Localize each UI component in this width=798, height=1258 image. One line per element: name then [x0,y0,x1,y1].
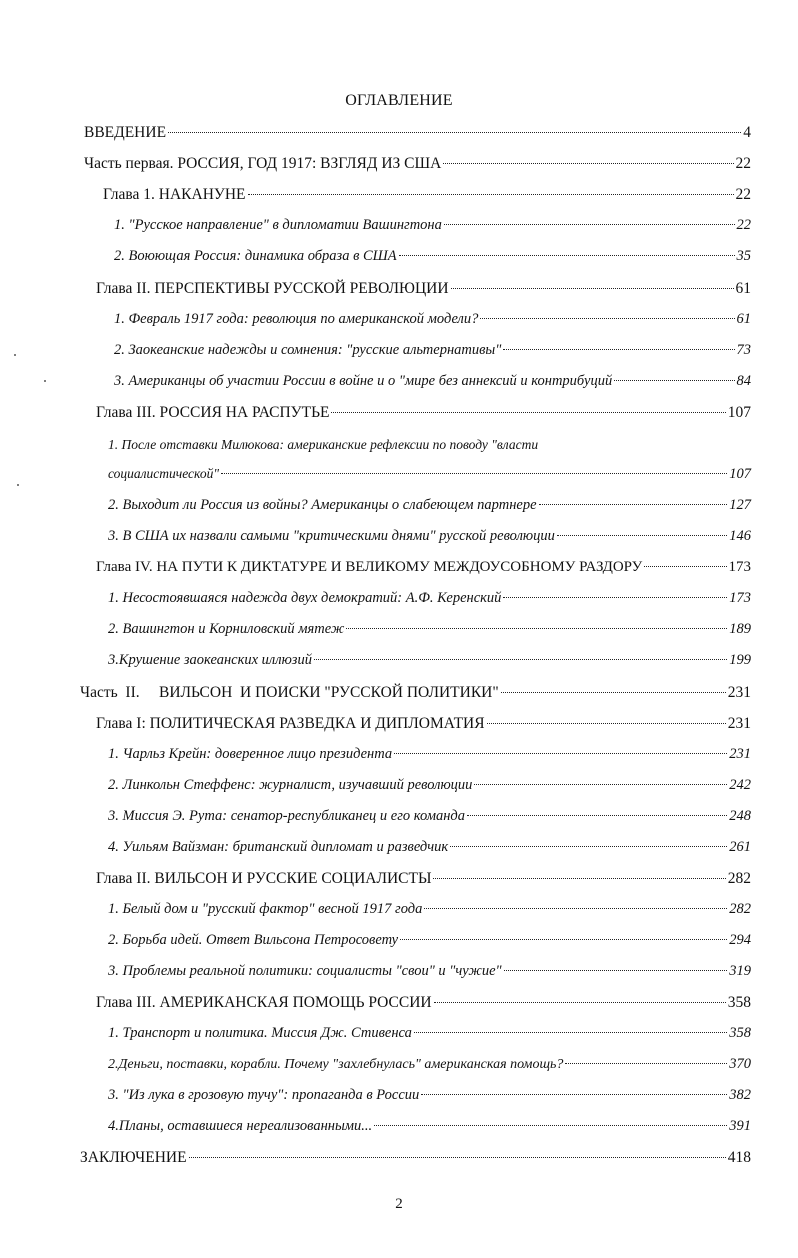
entry-page: 73 [736,342,751,358]
margin-speck [44,380,46,382]
entry-page: 107 [727,404,751,421]
leader-dots [221,473,727,474]
leader-dots [487,723,726,724]
entry-page: 242 [729,777,751,793]
entry-page: 358 [727,994,751,1011]
entry-page: 189 [729,621,751,637]
leader-dots [644,566,726,567]
margin-speck [17,484,19,486]
toc-entry-introduction[interactable] [84,124,751,150]
toc-entry-section[interactable] [114,217,751,243]
entry-title: 1. Чарльз Крейн: доверенное лицо президента [108,746,393,762]
leader-dots [450,846,727,847]
toc-entry-section[interactable] [108,652,751,678]
entry-title: 2. Заокеанские надежды и сомнения: "русские альтернативы" [114,342,502,358]
entry-title: 2. Линкольн Стеффенс: журналист, изучавший революции [108,777,473,793]
entry-title: 3. Американцы об участии России в войне и о "мире без аннексий и контрибуций [114,373,613,389]
entry-page: 382 [729,1087,751,1103]
leader-dots [503,597,727,598]
toc-entry-section[interactable] [114,373,751,399]
entry-title: 1. Транспорт и политика. Миссия Дж. Стивенса [108,1025,412,1041]
leader-dots [443,163,733,164]
entry-page: 107 [729,466,751,482]
leader-dots [394,753,727,754]
entry-page: 358 [729,1025,751,1041]
toc-heading: ОГЛАВЛЕНИЕ [345,92,453,109]
leader-dots [314,659,727,660]
entry-title: 4.Планы, оставшиеся нереализованными... [108,1118,373,1134]
entry-title: 4. Уильям Вайзман: британский дипломат и разведчик [108,839,449,855]
entry-page: 418 [727,1149,751,1166]
toc-entry-section[interactable] [108,1056,751,1082]
toc-entry-section[interactable] [108,1025,751,1051]
entry-page: 319 [729,963,751,979]
toc-entry-chapter[interactable] [96,870,751,896]
entry-page: 248 [729,808,751,824]
entry-title: Глава II. ПЕРСПЕКТИВЫ РУССКОЙ РЕВОЛЮЦИИ [96,280,449,297]
toc-entry-section-line1: 1. После отставки Милюкова: американские рефлексии по поводу "власти [108,437,539,452]
toc-entry-chapter[interactable] [96,404,751,430]
leader-dots [480,318,734,319]
leader-dots [433,878,725,879]
leader-dots [501,692,726,693]
entry-title: 2. Воюющая Россия: динамика образа в США [114,248,397,264]
page-number: 2 [395,1196,403,1212]
toc-entry-chapter[interactable] [96,559,751,585]
toc-entry-chapter[interactable] [96,280,751,306]
entry-page: 4 [743,124,751,141]
toc-entry-section[interactable] [108,932,751,958]
entry-page: 61 [735,280,751,297]
entry-page: 370 [729,1056,751,1072]
entry-page: 146 [729,528,751,544]
leader-dots [331,412,725,413]
leader-dots [539,504,728,505]
toc-entry-section[interactable] [108,746,751,772]
toc-entry-section[interactable] [108,590,751,616]
leader-dots [467,815,727,816]
leader-dots [474,784,727,785]
leader-dots [434,1002,726,1003]
entry-title: 1. "Русское направление" в дипломатии Вашингтона [114,217,442,233]
entry-page: 282 [727,870,751,887]
leader-dots [189,1157,726,1158]
entry-title: Глава IV. НА ПУТИ К ДИКТАТУРЕ И ВЕЛИКОМУ МЕЖДОУСОБНОМУ РАЗДОРУ [96,559,643,575]
leader-dots [400,939,727,940]
entry-title: 3. "Из лука в грозовую тучу": пропаганда в России [108,1087,420,1103]
toc-entry-section[interactable] [108,497,751,523]
leader-dots [399,255,735,256]
leader-dots [168,132,741,133]
entry-page: 22 [735,186,751,203]
leader-dots [421,1094,727,1095]
entry-title: Часть II. ВИЛЬСОН И ПОИСКИ "РУССКОЙ ПОЛИТИКИ" [80,684,499,701]
leader-dots [557,535,727,536]
toc-entry-section[interactable] [114,248,751,274]
entry-title: Глава II. ВИЛЬСОН И РУССКИЕ СОЦИАЛИСТЫ [96,870,432,887]
entry-title: Глава III. РОССИЯ НА РАСПУТЬЕ [96,404,330,421]
entry-page: 261 [729,839,751,855]
toc-entry-section[interactable] [108,839,751,865]
toc-entry-section[interactable] [114,311,751,337]
toc-entry-section[interactable] [108,808,751,834]
entry-title: 3. Миссия Э. Рута: сенатор-республиканец и его команда [108,808,465,824]
toc-entry-section[interactable] [108,963,751,989]
entry-page: 294 [729,932,751,948]
leader-dots [451,288,734,289]
entry-page: 231 [729,746,751,762]
toc-entry-conclusion[interactable] [80,1149,751,1175]
toc-entry-chapter[interactable] [96,994,751,1020]
leader-dots [503,349,734,350]
toc-entry-section[interactable] [114,342,751,368]
toc-entry-section[interactable] [108,528,751,554]
entry-page: 22 [735,155,751,172]
entry-title: 3. Проблемы реальной политики: социалисты "свои" и "чужие" [108,963,502,979]
entry-page: 127 [729,497,751,513]
entry-title: Часть первая. РОССИЯ, ГОД 1917: ВЗГЛЯД ИЗ США [84,155,442,172]
entry-title: 2. Выходит ли Россия из войны? Американцы о слабеющем партнере [108,497,537,513]
entry-page: 173 [729,590,751,606]
entry-page: 199 [729,652,751,668]
leader-dots [346,628,727,629]
toc-entry-part-one[interactable] [84,155,751,181]
leader-dots [565,1063,727,1064]
entry-title: Глава III. АМЕРИКАНСКАЯ ПОМОЩЬ РОССИИ [96,994,432,1011]
entry-page: 173 [728,559,751,575]
entry-title: 1. Февраль 1917 года: революция по американской модели? [114,311,479,327]
leader-dots [504,970,728,971]
entry-title: 1. Белый дом и "русский фактор" весной 1917 года [108,901,423,917]
entry-page: 22 [736,217,751,233]
entry-page: 61 [736,311,751,327]
leader-dots [374,1125,727,1126]
entry-page: 282 [729,901,751,917]
entry-title: 3. В США их назвали самыми "критическими днями" русской революции [108,528,555,544]
entry-page: 231 [727,684,751,701]
margin-speck [14,354,16,356]
entry-title: Глава I: ПОЛИТИЧЕСКАЯ РАЗВЕДКА И ДИПЛОМАТИЯ [96,715,485,732]
leader-dots [414,1032,727,1033]
toc-entry-chapter[interactable] [96,715,751,741]
leader-dots [248,194,734,195]
entry-title: Глава 1. НАКАНУНЕ [103,186,246,203]
toc-entry-section[interactable] [108,777,751,803]
entry-title: ЗАКЛЮЧЕНИЕ [80,1149,187,1166]
entry-page: 231 [727,715,751,732]
entry-title: социалистической" [108,466,219,481]
entry-page: 391 [729,1118,751,1134]
leader-dots [424,908,727,909]
entry-title: 3.Крушение заокеанских иллюзий [108,652,312,668]
entry-title: 2. Вашингтон и Корниловский мятеж [108,621,345,637]
leader-dots [614,380,734,381]
entry-title: 2.Деньги, поставки, корабли. Почему "захлебнулась" американская помощь? [108,1057,564,1072]
entry-title: 2. Борьба идей. Ответ Вильсона Петросовету [108,932,399,948]
entry-page: 84 [736,373,751,389]
toc-entry-chapter[interactable] [103,186,751,212]
entry-title: ВВЕДЕНИЕ [84,124,167,141]
toc-entry-section[interactable] [108,466,751,492]
toc-entry-section[interactable] [108,1118,751,1144]
toc-entry-section[interactable] [108,901,751,927]
leader-dots [444,224,735,225]
entry-page: 35 [736,248,751,264]
toc-entry-part-two[interactable] [80,684,751,710]
toc-entry-section[interactable] [108,1087,751,1113]
toc-entry-section[interactable] [108,621,751,647]
entry-title: 1. Несостоявшаяся надежда двух демократий: А.Ф. Керенский [108,590,502,606]
